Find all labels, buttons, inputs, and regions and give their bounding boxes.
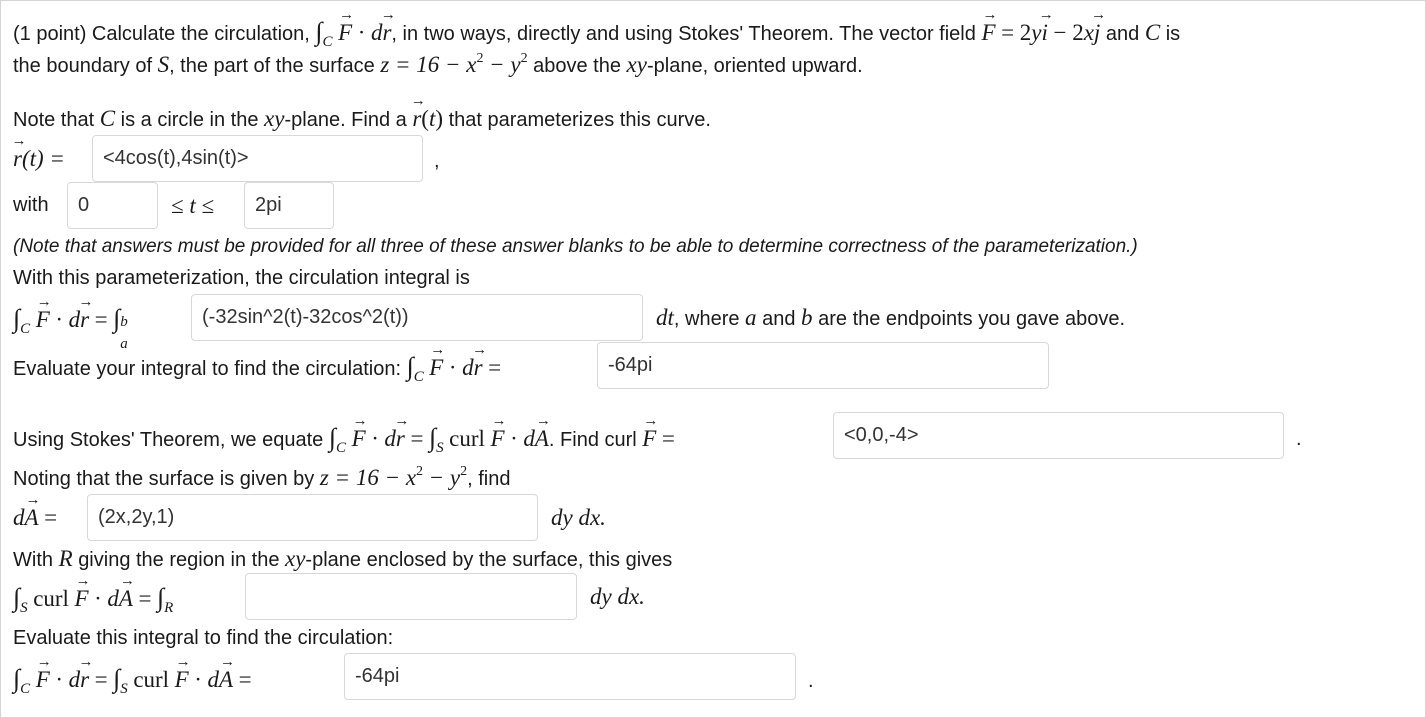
endpoints-text: dt, where a and b are the endpoints you gave above. bbox=[656, 305, 1126, 330]
r-of-t-label: r →(t) = bbox=[13, 147, 65, 170]
final-circulation-expression: $\int_C$ F → · dr → = $\int_S$ curl F → · dA → = bbox=[13, 666, 252, 692]
field-minus: − 2 bbox=[1053, 20, 1084, 45]
with-label: with bbox=[13, 194, 49, 216]
stokes-intro: Using Stokes' Theorem, we equate $\int_C$ F → · dr → = $\int_S$ curl F → · dA →. Find curl F → = bbox=[13, 425, 675, 451]
problem-above-text: above the bbox=[533, 55, 621, 77]
curl-period: . bbox=[1296, 428, 1302, 450]
answers-note: (Note that answers must be provided for all three of these answer blanks to be able to determine correctness of the parameterization.) bbox=[13, 236, 1138, 257]
evaluate-stokes-label: Evaluate this integral to find the circulation: bbox=[13, 627, 394, 649]
noting-surface-text: Noting that the surface is given by $z = 16 - x^2 - y^2$, find bbox=[13, 464, 511, 490]
problem-intro-text: (1 point) Calculate the circulation, bbox=[13, 23, 310, 45]
region-text: With R giving the region in the xy-plane enclosed by the surface, this gives bbox=[13, 546, 673, 571]
problem-part-text: , the part of the surface bbox=[169, 55, 375, 77]
curl-input[interactable]: <0,0,-4> bbox=[833, 412, 1284, 459]
surface-minus-y: − y bbox=[489, 52, 521, 77]
surface-equation: z = 16 − x bbox=[380, 52, 477, 77]
problem-two-ways-text: , in two ways, directly and using Stokes' Theorem. The vector field bbox=[391, 23, 976, 45]
evaluate-circulation-label: Evaluate your integral to find the circulation: $\int_C$ F → · dr → = bbox=[13, 354, 501, 380]
r-of-t-comma: , bbox=[434, 150, 440, 172]
dA-label: dA → = bbox=[13, 506, 57, 529]
t-inequality: ≤ t ≤ bbox=[171, 193, 215, 218]
problem-plane-text: -plane, oriented upward. bbox=[646, 55, 863, 77]
final-circulation-input[interactable]: -64pi bbox=[344, 653, 796, 700]
field-equals: = 2 bbox=[1001, 20, 1032, 45]
dydx-label-2: dy dx. bbox=[590, 584, 645, 609]
problem-statement-line-2: the boundary of S, the part of the surface $z = 16 - x^2 - y^2$ above the xy-plane, oriented upward. bbox=[13, 51, 863, 77]
problem-statement-line-1: (1 point) Calculate the circulation, $\int_C$ F → · dr →, in two ways, directly and using Stokes' Theorem. The vector field F → = 2yi → − 2xj → and C is bbox=[13, 19, 1180, 45]
problem-and-text: and bbox=[1105, 23, 1140, 45]
param-instruction: Note that C is a circle in the xy-plane. Find a r →(t) that parameterizes this curve. bbox=[13, 107, 711, 130]
param-integral-intro: With this parameterization, the circulation integral is bbox=[13, 267, 470, 289]
t-lower-bound-input[interactable]: 0 bbox=[67, 182, 158, 229]
circulation-direct-input[interactable]: -64pi bbox=[597, 342, 1049, 389]
dA-input[interactable]: (2x,2y,1) bbox=[87, 494, 538, 541]
r-of-t-input[interactable]: <4cos(t),4sin(t)> bbox=[92, 135, 423, 182]
dydx-label-1: dy dx. bbox=[551, 505, 606, 530]
region-integrand-input[interactable] bbox=[245, 573, 577, 620]
surface-integral-expression: $\int_S$ curl F → · dA → = $\int_R$ bbox=[13, 585, 173, 611]
integrand-input[interactable]: (-32sin^2(t)-32cos^2(t)) bbox=[191, 294, 643, 341]
t-upper-bound-input[interactable]: 2pi bbox=[244, 182, 334, 229]
final-period: . bbox=[808, 670, 814, 692]
param-integral-expression: $\int_C$ F → · dr → = ∫ b a bbox=[13, 306, 132, 332]
problem-boundary-text: the boundary of bbox=[13, 55, 152, 77]
problem-is-text: is bbox=[1165, 23, 1181, 45]
